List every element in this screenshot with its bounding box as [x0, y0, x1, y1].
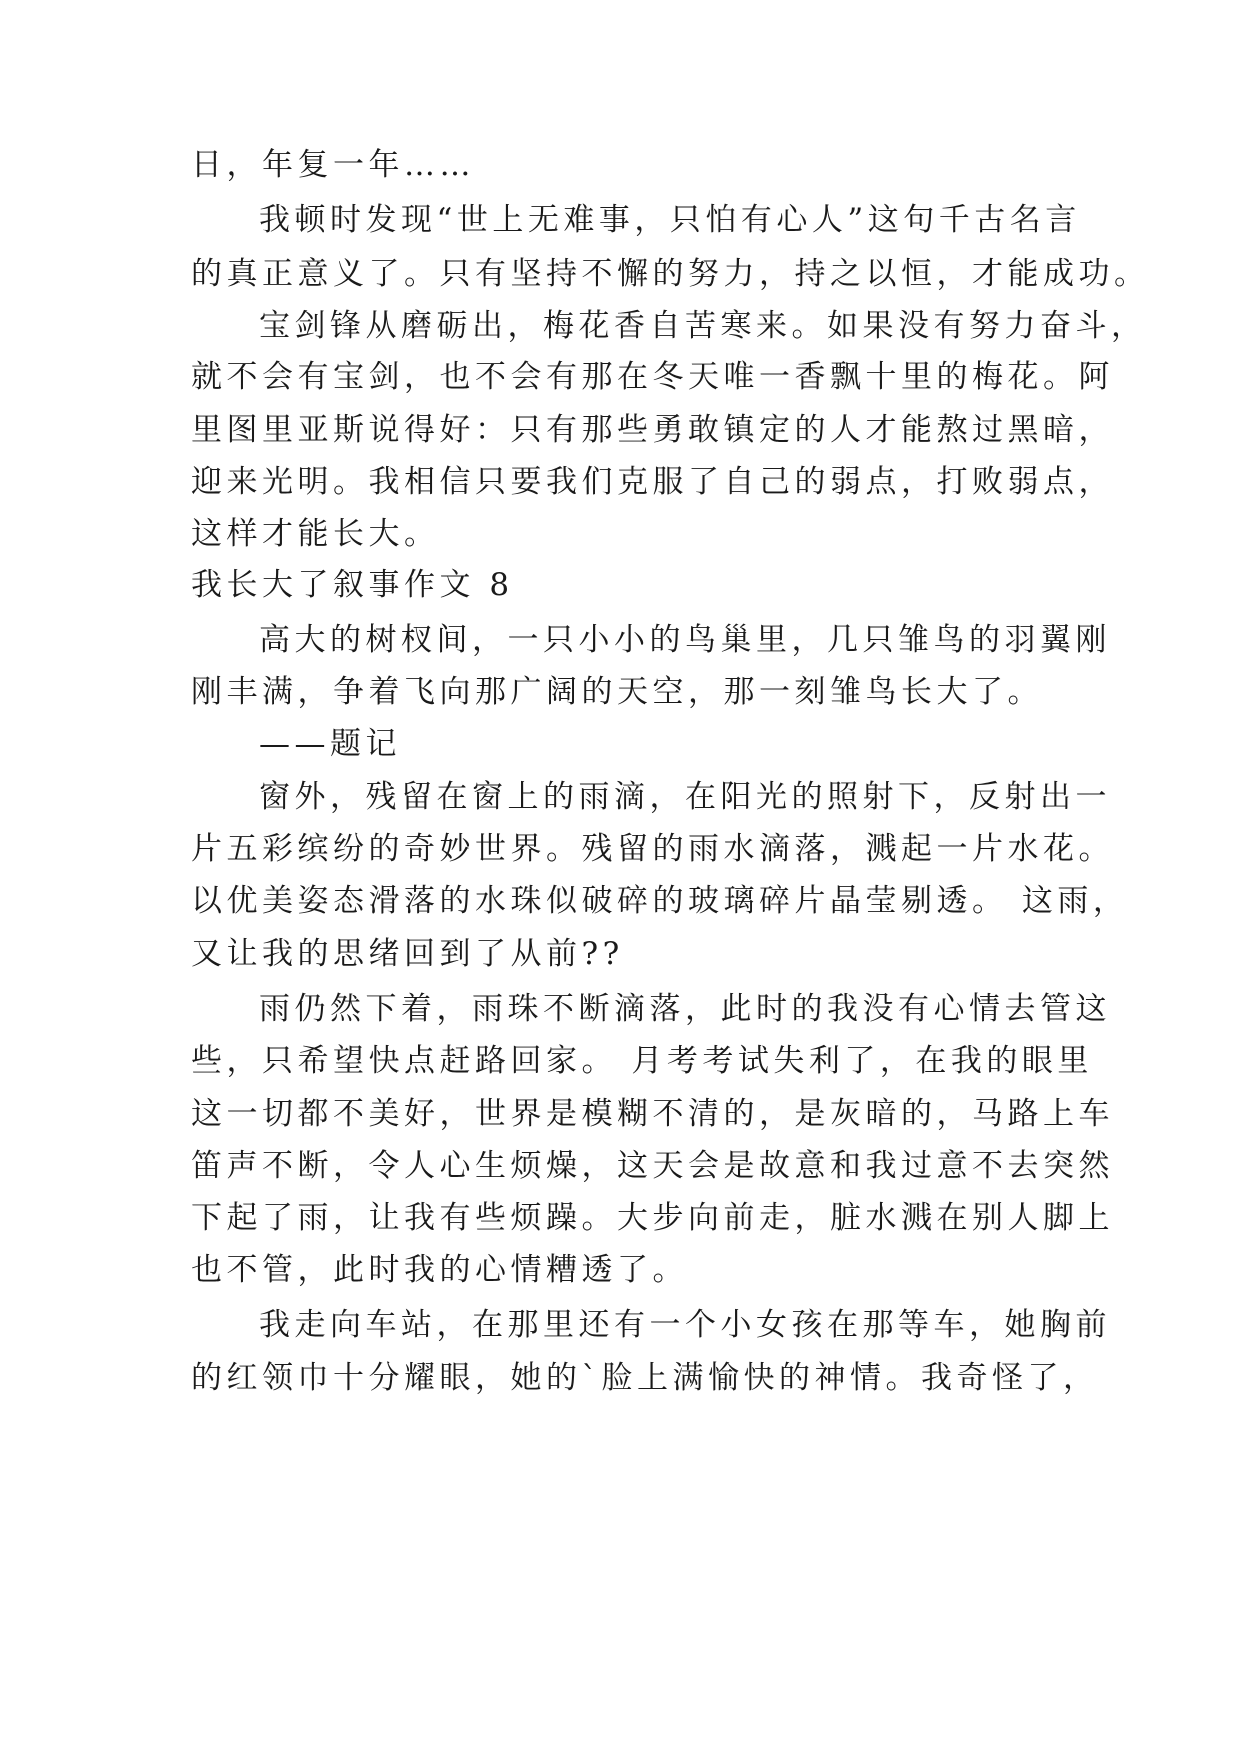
text-line: 以优美姿态滑落的水珠似破碎的玻璃碎片晶莹剔透。 这雨， [191, 883, 1129, 919]
text-line: 的红领巾十分耀眼，她的`脸上满愉快的神情。我奇怪了， [191, 1360, 1099, 1396]
text-line: 又让我的思绪回到了从前?? [191, 936, 624, 972]
text-line: 这一切都不美好，世界是模糊不清的，是灰暗的，马路上车 [191, 1096, 1114, 1132]
text-line: 笛声不断，令人心生烦燥，这天会是故意和我过意不去突然 [191, 1148, 1114, 1184]
text-line: 也不管，此时我的心情糟透了。 [191, 1252, 688, 1288]
text-line: 我顿时发现“世上无难事，只怕有心人”这句千古名言 [259, 202, 1081, 238]
text-line: 下起了雨，让我有些烦躁。大步向前走，脏水溅在别人脚上 [191, 1200, 1114, 1236]
text-line: 雨仍然下着，雨珠不断滴落，此时的我没有心情去管这 [259, 991, 1111, 1027]
text-line: 刚丰满，争着飞向那广阔的天空，那一刻雏鸟长大了。 [191, 674, 1043, 710]
text-line: 的真正意义了。只有坚持不懈的努力，持之以恒，才能成功。 [191, 256, 1150, 292]
text-line: 高大的树杈间，一只小小的鸟巢里，几只雏鸟的羽翼刚 [259, 622, 1111, 658]
epigraph-attribution: ——题记 [259, 726, 401, 762]
text-line: 宝剑锋从磨砺出，梅花香自苦寒来。如果没有努力奋斗， [259, 308, 1147, 344]
text-line: 片五彩缤纷的奇妙世界。残留的雨水滴落，溅起一片水花。 [191, 831, 1114, 867]
text-line: 我走向车站，在那里还有一个小女孩在那等车，她胸前 [259, 1307, 1111, 1343]
section-heading: 我长大了叙事作文 8 [191, 567, 514, 603]
text-line: 窗外，残留在窗上的雨滴，在阳光的照射下，反射出一 [259, 779, 1111, 815]
text-line: 迎来光明。我相信只要我们克服了自己的弱点，打败弱点， [191, 464, 1114, 500]
text-line: 日，年复一年…… [191, 147, 475, 183]
text-line: 些，只希望快点赶路回家。 月考考试失利了，在我的眼里 [191, 1043, 1093, 1079]
text-line: 里图里亚斯说得好：只有那些勇敢镇定的人才能熬过黑暗， [191, 412, 1114, 448]
text-line: 就不会有宝剑，也不会有那在冬天唯一香飘十里的梅花。阿 [191, 359, 1114, 395]
text-line: 这样才能长大。 [191, 516, 440, 552]
